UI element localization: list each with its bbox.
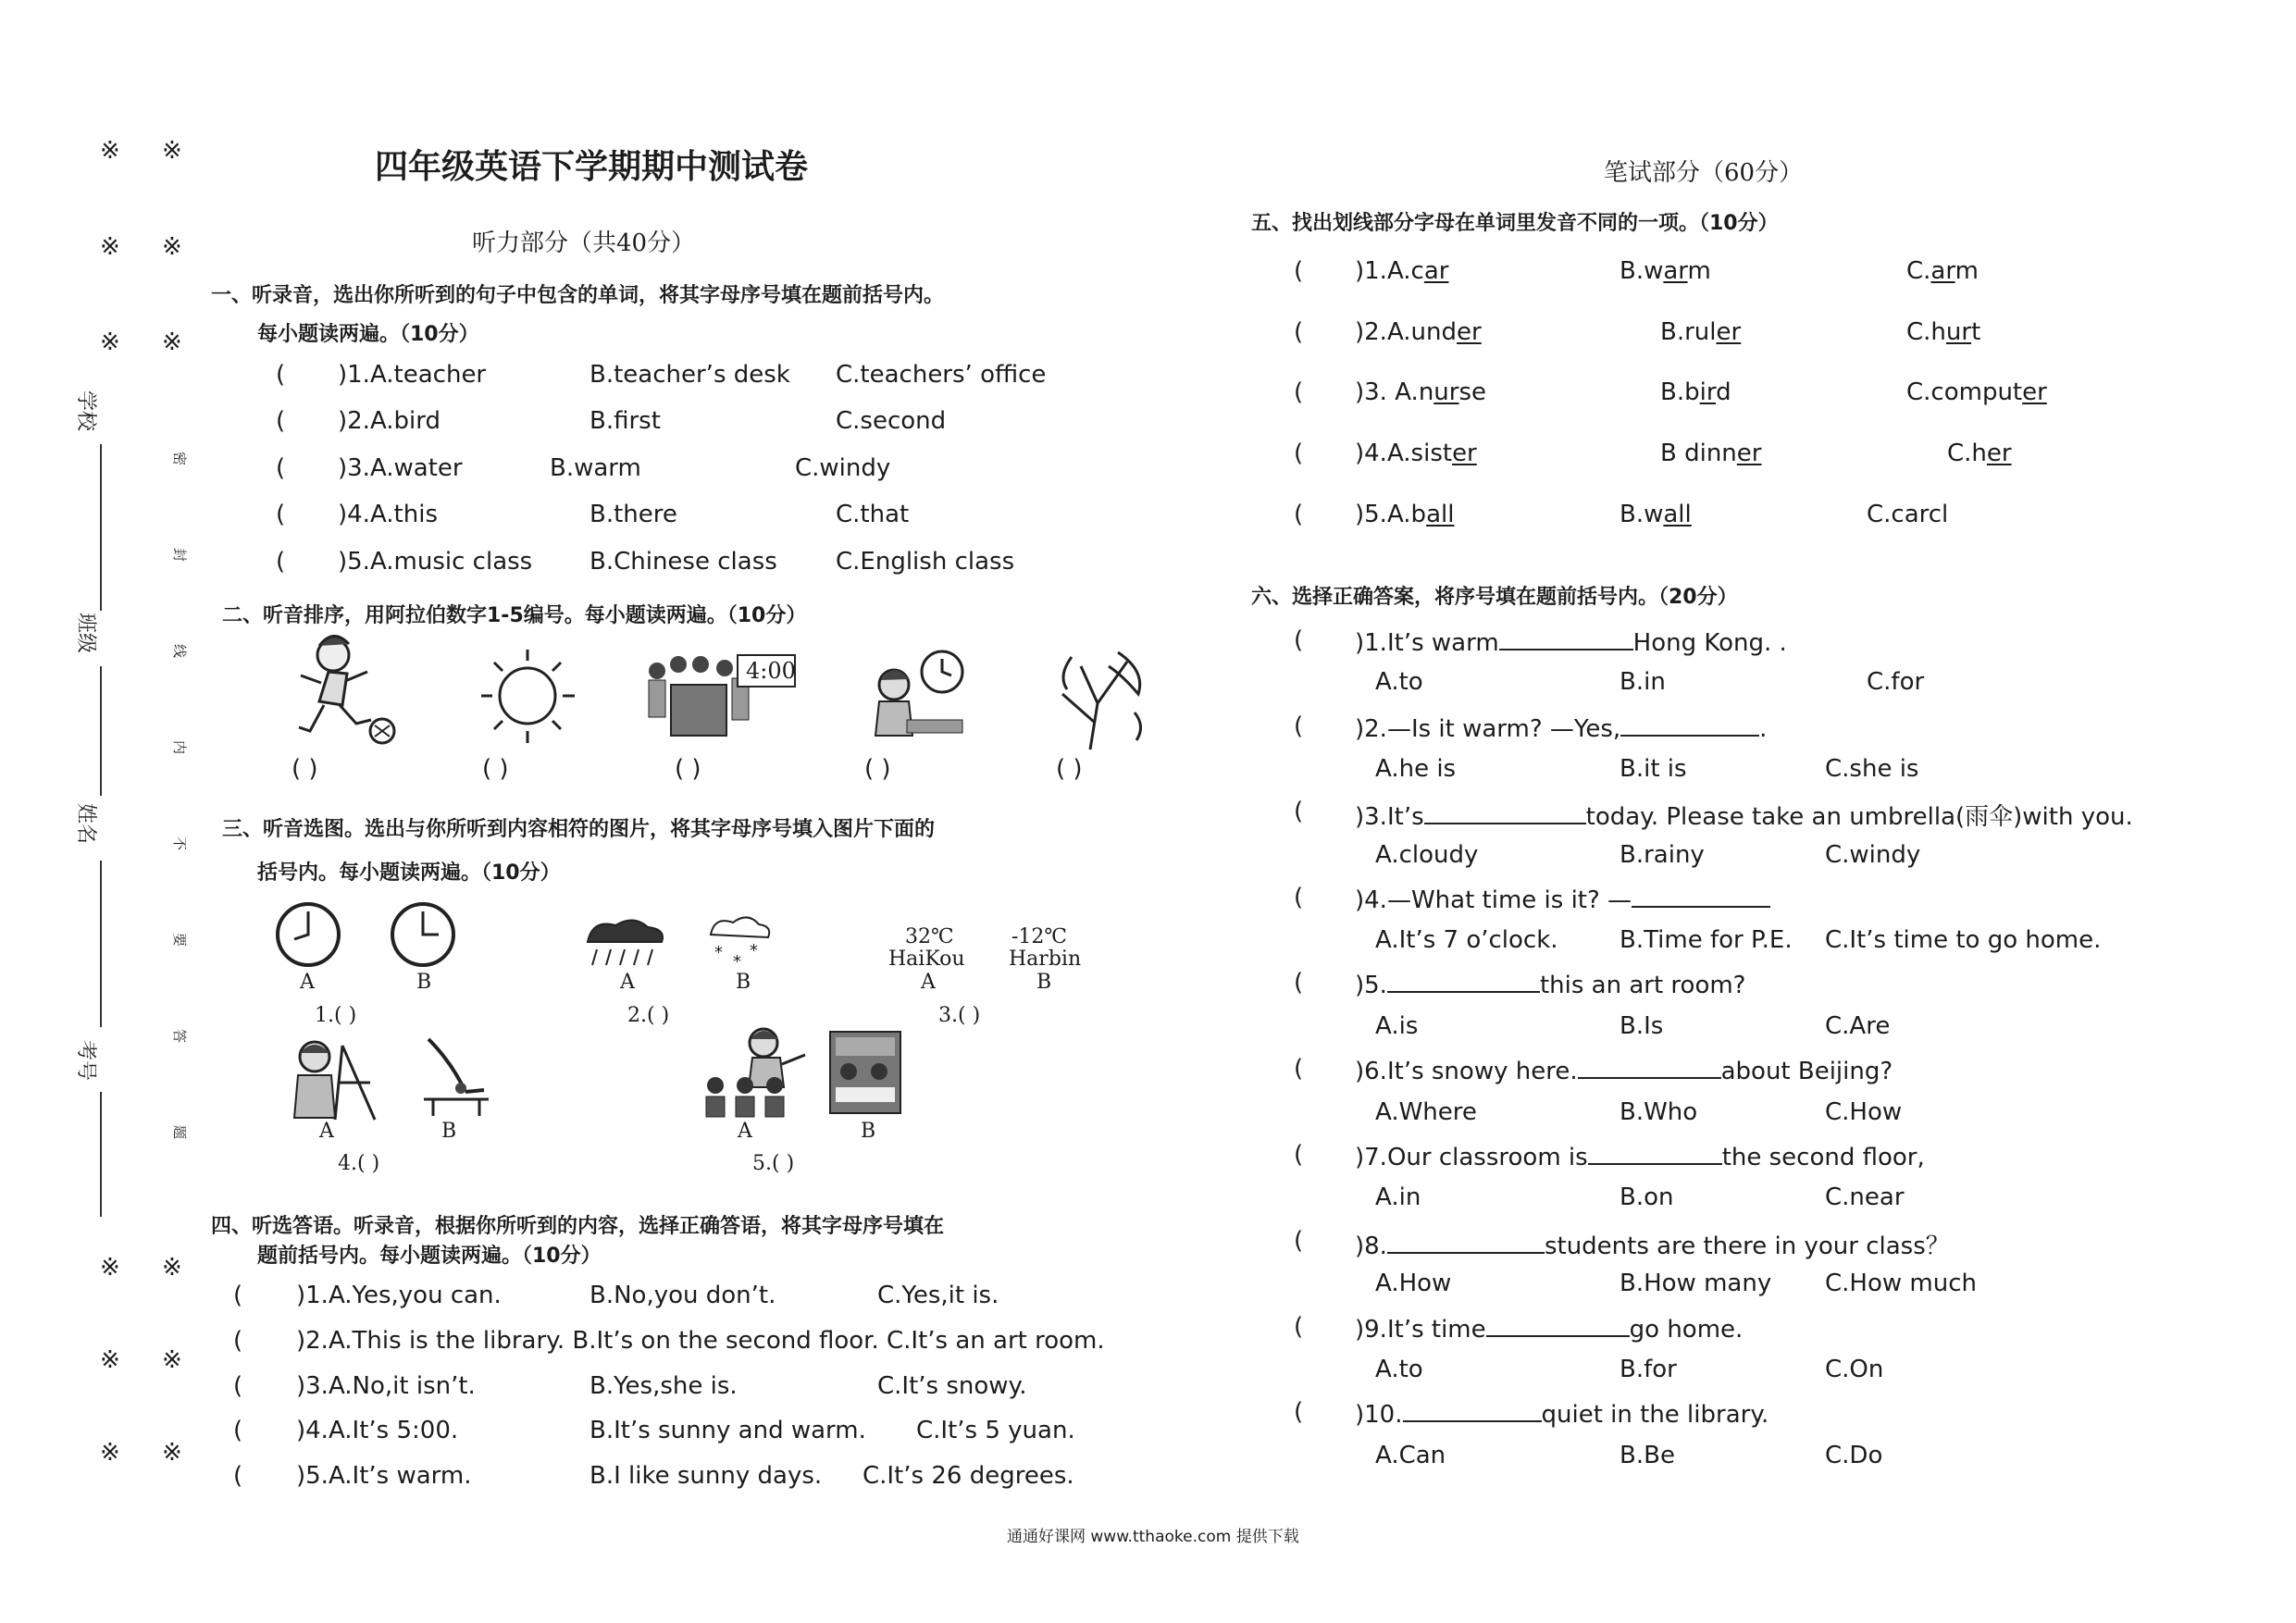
option-b: B.Is — [1620, 1012, 1664, 1040]
phonics-option-b: B dinner — [1660, 440, 1762, 467]
phonics-option-b: B.ruler — [1660, 318, 1742, 346]
margin-mark: ※ — [100, 1439, 120, 1467]
option-a: A.How — [1375, 1270, 1452, 1297]
option-a: A.cloudy — [1375, 841, 1479, 869]
option-b: B.rainy — [1620, 841, 1705, 869]
answer-blank[interactable] — [1499, 626, 1633, 650]
city-b: Harbin — [1009, 948, 1082, 971]
answer-bracket[interactable]: ( — [233, 1327, 243, 1355]
answer-bracket[interactable]: ( — [1294, 884, 1304, 911]
margin-mark: ※ — [162, 137, 182, 165]
answer-bracket[interactable]: ( — [276, 361, 286, 389]
question-option-a: )3.A.water — [338, 454, 463, 482]
phonics-option-b: B.wall — [1620, 501, 1692, 528]
answer-blank[interactable] — [1588, 1141, 1722, 1165]
option-c: C.for — [1867, 668, 1925, 696]
football-boy-picture — [282, 627, 403, 748]
answer-blank[interactable] — [1424, 800, 1586, 824]
rain-cloud-picture — [583, 914, 666, 970]
question-option-a: )4.A.It’s 5:00. — [296, 1417, 459, 1444]
seal-char: 封 — [171, 548, 188, 563]
svg-text:*: * — [733, 952, 741, 972]
option-b: B.Chinese class — [590, 548, 777, 576]
section-4-title-line2: 题前括号内。每小题读两遍。（10分） — [257, 1245, 602, 1268]
letter-a: A — [921, 971, 936, 994]
question-option-a: )5.A.music class — [338, 548, 533, 576]
phonics-item: )5.A.ball — [1355, 501, 1455, 528]
answer-blank[interactable] — [1387, 969, 1540, 993]
option-c: C.How — [1825, 1098, 1903, 1126]
option-b: B.It’s sunny and warm. — [590, 1417, 866, 1444]
option-c: C.windy — [795, 454, 891, 482]
margin-mark: ※ — [162, 1439, 182, 1467]
phonics-item: )3. A.nurse — [1355, 378, 1487, 406]
margin-mark: ※ — [100, 1254, 120, 1282]
question-stem: )1.It’s warm Hong Kong. . — [1355, 626, 1787, 657]
answer-bracket[interactable]: ( — [1294, 626, 1304, 654]
answer-bracket[interactable]: ( — [1294, 501, 1304, 528]
question-stem: )9.It’s time go home. — [1355, 1313, 1743, 1344]
option-c: C.Yes,it is. — [877, 1282, 999, 1309]
fill-line — [100, 861, 102, 1027]
option-b: B.teacher’s desk — [590, 361, 790, 389]
option-a: A.Can — [1375, 1442, 1446, 1469]
order-bracket[interactable]: ( ) — [864, 755, 891, 783]
option-c: C.that — [836, 501, 910, 528]
option-a: A.is — [1375, 1012, 1419, 1040]
section-6-title: 六、选择正确答案，将序号填在题前括号内。（20分） — [1251, 586, 1738, 609]
option-c: C.second — [836, 407, 947, 435]
seal-char: 答 — [171, 1029, 188, 1044]
question-stem: )5. this an art room? — [1355, 969, 1745, 999]
option-a: A.in — [1375, 1183, 1421, 1211]
letter-b: B — [861, 1120, 876, 1143]
answer-bracket[interactable]: ( — [1294, 378, 1304, 406]
answer-bracket[interactable]: ( — [276, 407, 286, 435]
option-b: B.in — [1620, 668, 1666, 696]
library-students-picture — [828, 1030, 902, 1115]
question-stem: )4.—What time is it? — — [1355, 884, 1770, 914]
question-stem: )8. students are there in your class？ — [1355, 1227, 1950, 1261]
option-b: B.No,you don’t. — [590, 1282, 776, 1309]
answer-bracket[interactable]: ( — [1294, 318, 1304, 346]
option-c: C.It’s 26 degrees. — [863, 1462, 1074, 1490]
answer-bracket[interactable]: ( — [276, 501, 286, 528]
gymnast-picture — [415, 1035, 498, 1120]
windy-tree-picture — [1053, 648, 1155, 751]
city-a: HaiKou — [888, 948, 965, 971]
seal-char: 不 — [171, 836, 188, 851]
girl-clock-picture — [861, 648, 972, 750]
temp-a: 32℃ — [905, 925, 954, 948]
seal-char: 密 — [171, 452, 188, 466]
margin-mark: ※ — [162, 1254, 182, 1282]
option-b: B.I like sunny days. — [590, 1462, 823, 1490]
option-a: A.to — [1375, 668, 1423, 696]
answer-blank[interactable] — [1632, 884, 1770, 908]
seal-char: 要 — [171, 933, 188, 948]
answer-blank[interactable] — [1486, 1313, 1630, 1337]
answer-bracket[interactable]: ( — [1294, 1141, 1304, 1169]
margin-mark: ※ — [100, 233, 120, 261]
letter-b: B — [1036, 971, 1052, 994]
option-b: B.it is — [1620, 755, 1687, 783]
letter-a: A — [319, 1120, 334, 1143]
phonics-option-c: C.computer — [1906, 378, 2047, 406]
section-3-title: 三、听音选图。选出与你所听到内容相符的图片，将其字母序号填入图片下面的 — [222, 818, 936, 841]
svg-text:*: * — [750, 941, 758, 960]
section-1-title-line2: 每小题读两遍。（10分） — [257, 323, 479, 346]
option-b: B.How many — [1620, 1270, 1772, 1297]
margin-mark: ※ — [162, 233, 182, 261]
question-stem: )3.It’s today. Please take an umbrella(雨伞)with you. — [1355, 798, 2133, 832]
margin-mark: ※ — [100, 137, 120, 165]
answer-bracket[interactable]: ( — [1294, 440, 1304, 467]
section-3-title-line2: 括号内。每小题读两遍。（10分） — [257, 861, 561, 885]
option-c: C.near — [1825, 1183, 1905, 1211]
option-c: C.windy — [1825, 841, 1921, 869]
answer-bracket[interactable]: ( — [233, 1417, 243, 1444]
option-a: A.to — [1375, 1356, 1423, 1383]
letter-b: B — [441, 1120, 457, 1143]
letter-a: A — [738, 1120, 752, 1143]
phonics-item: )2.A.under — [1355, 318, 1482, 346]
option-a: A.Where — [1375, 1098, 1477, 1126]
answer-blank[interactable] — [1578, 1055, 1721, 1079]
writing-heading: 笔试部分（60分） — [1604, 159, 1804, 187]
option-a: A.It’s 7 o’clock. — [1375, 926, 1558, 954]
option-b: B.first — [590, 407, 661, 435]
option-b: B.on — [1620, 1183, 1674, 1211]
answer-bracket[interactable]: ( — [1294, 1398, 1304, 1426]
phonics-option-c: C.arm — [1906, 257, 1979, 285]
option-b: B.for — [1620, 1356, 1677, 1383]
answer-bracket[interactable]: ( — [1294, 712, 1304, 740]
letter-a: A — [300, 971, 315, 994]
phonics-item: )4.A.sister — [1355, 440, 1477, 467]
section-4-title: 四、听选答语。听录音，根据你所听到的内容，选择正确答语，将其字母序号填在 — [211, 1215, 945, 1238]
question-stem: )6.It’s snowy here. about Beijing? — [1355, 1055, 1893, 1085]
option-b: B.Time for P.E. — [1620, 926, 1793, 954]
answer-blank[interactable] — [1387, 1230, 1545, 1254]
option-c: C.It’s snowy. — [877, 1372, 1027, 1400]
option-c: C.It’s time to go home. — [1825, 926, 2102, 954]
girl-drawing-picture — [278, 1036, 379, 1124]
school-label: 学校 — [74, 390, 97, 432]
phonics-option-b: B.bird — [1660, 378, 1731, 406]
question-option-a: )4.A.this — [338, 501, 438, 528]
option-c: C.How much — [1825, 1270, 1977, 1297]
question-option-a: )1.A.Yes,you can. — [296, 1282, 502, 1309]
letter-b: B — [736, 971, 751, 994]
page-title: 四年级英语下学期期中测试卷 — [375, 147, 809, 186]
section-1-title: 一、听录音，选出你所听到的句子中包含的单词，将其字母序号填在题前括号内。 — [211, 284, 945, 307]
option-b: B.warm — [550, 454, 641, 482]
answer-bracket[interactable]: ( — [1294, 1313, 1304, 1341]
order-bracket[interactable]: ( ) — [1056, 755, 1083, 783]
fill-line — [100, 666, 102, 796]
fill-line — [100, 444, 102, 611]
seal-char: 题 — [171, 1125, 188, 1140]
margin-mark: ※ — [162, 328, 182, 356]
order-bracket[interactable]: ( ) — [675, 755, 701, 783]
answer-blank[interactable] — [1403, 1398, 1542, 1422]
class-label: 班级 — [74, 613, 97, 654]
snow-cloud-picture — [703, 911, 773, 972]
option-b: B.Be — [1620, 1442, 1675, 1469]
option-b: B.Who — [1620, 1098, 1698, 1126]
option-c: C.Are — [1825, 1012, 1891, 1040]
footer-credit: 通通好课网 www.tthaoke.com 提供下载 — [1007, 1528, 1299, 1546]
option-a: A.he is — [1375, 755, 1457, 783]
phonics-item: )1.A.car — [1355, 257, 1449, 285]
seal-char: 线 — [171, 644, 188, 659]
letter-b: B — [416, 971, 432, 994]
sun-picture — [479, 648, 577, 745]
section-5-title: 五、找出划线部分字母在单词里发音不同的一项。（10分） — [1251, 212, 1779, 235]
picture-question[interactable]: 1.( ) — [315, 1004, 357, 1027]
answer-bracket[interactable]: ( — [276, 454, 286, 482]
margin-mark: ※ — [162, 1346, 182, 1374]
answer-bracket[interactable]: ( — [1294, 1227, 1304, 1255]
option-c: C.Do — [1825, 1442, 1883, 1469]
clock-a-picture — [274, 900, 343, 970]
answer-bracket[interactable]: ( — [233, 1282, 243, 1309]
question-option-a: )2.A.bird — [338, 407, 441, 435]
answer-bracket[interactable]: ( — [1294, 257, 1304, 285]
option-c: C.teachers’ office — [836, 361, 1047, 389]
phonics-option-c: C.her — [1947, 440, 2012, 467]
option-c: C.It’s 5 yuan. — [916, 1417, 1075, 1444]
question-stem: )10. quiet in the library. — [1355, 1398, 1769, 1429]
phonics-option-b: B.warm — [1620, 257, 1711, 285]
question-option-a: )1.A.teacher — [338, 361, 487, 389]
answer-bracket[interactable]: ( — [276, 548, 286, 576]
name-label: 姓名 — [74, 803, 97, 845]
listening-heading: 听力部分（共40分） — [472, 229, 696, 257]
option-b: B.Yes,she is. — [590, 1372, 738, 1400]
option-b: B.there — [590, 501, 677, 528]
temp-b: -12℃ — [1011, 925, 1068, 948]
answer-blank[interactable] — [1620, 712, 1759, 737]
question-option-a: )3.A.No,it isn’t. — [296, 1372, 476, 1400]
picture-question[interactable]: 2.( ) — [627, 1004, 670, 1027]
option-c: C.English class — [836, 548, 1015, 576]
answer-bracket[interactable]: ( — [233, 1462, 243, 1490]
margin-mark: ※ — [100, 328, 120, 356]
exam-number-label: 考号 — [74, 1040, 97, 1082]
question-option-a: )5.A.It’s warm. — [296, 1462, 472, 1490]
seal-char: 内 — [171, 740, 188, 755]
option-c: C.On — [1825, 1356, 1884, 1383]
question-option-a: )2.A.This is the library. B.It’s on the second floor. C.It’s an art room. — [296, 1327, 1105, 1355]
order-bracket[interactable]: ( ) — [482, 755, 509, 783]
picture-question[interactable]: 4.( ) — [338, 1152, 380, 1175]
answer-bracket[interactable]: ( — [1294, 798, 1304, 825]
clock-b-picture — [389, 900, 458, 970]
picture-question[interactable]: 5.( ) — [752, 1152, 795, 1175]
watering-flowers-picture — [699, 1022, 819, 1120]
answer-bracket[interactable]: ( — [233, 1372, 243, 1400]
question-stem: )7.Our classroom is the second floor, — [1355, 1141, 1925, 1171]
picture-question[interactable]: 3.( ) — [938, 1004, 981, 1027]
clock-label: 4:00 — [746, 658, 796, 684]
question-stem: )2.—Is it warm? —Yes, . — [1355, 712, 1767, 743]
option-c: C.she is — [1825, 755, 1919, 783]
letter-a: A — [620, 971, 635, 994]
section-2-title: 二、听音排序，用阿拉伯数字1-5编号。每小题读两遍。（10分） — [222, 604, 807, 627]
answer-bracket[interactable]: ( — [1294, 1055, 1304, 1083]
svg-text:*: * — [714, 943, 723, 962]
margin-mark: ※ — [100, 1346, 120, 1374]
answer-bracket[interactable]: ( — [1294, 969, 1304, 997]
order-bracket[interactable]: ( ) — [292, 755, 318, 783]
phonics-option-c: C.carcl — [1867, 501, 1949, 528]
fill-line — [100, 1092, 102, 1217]
phonics-option-c: C.hurt — [1906, 318, 1981, 346]
